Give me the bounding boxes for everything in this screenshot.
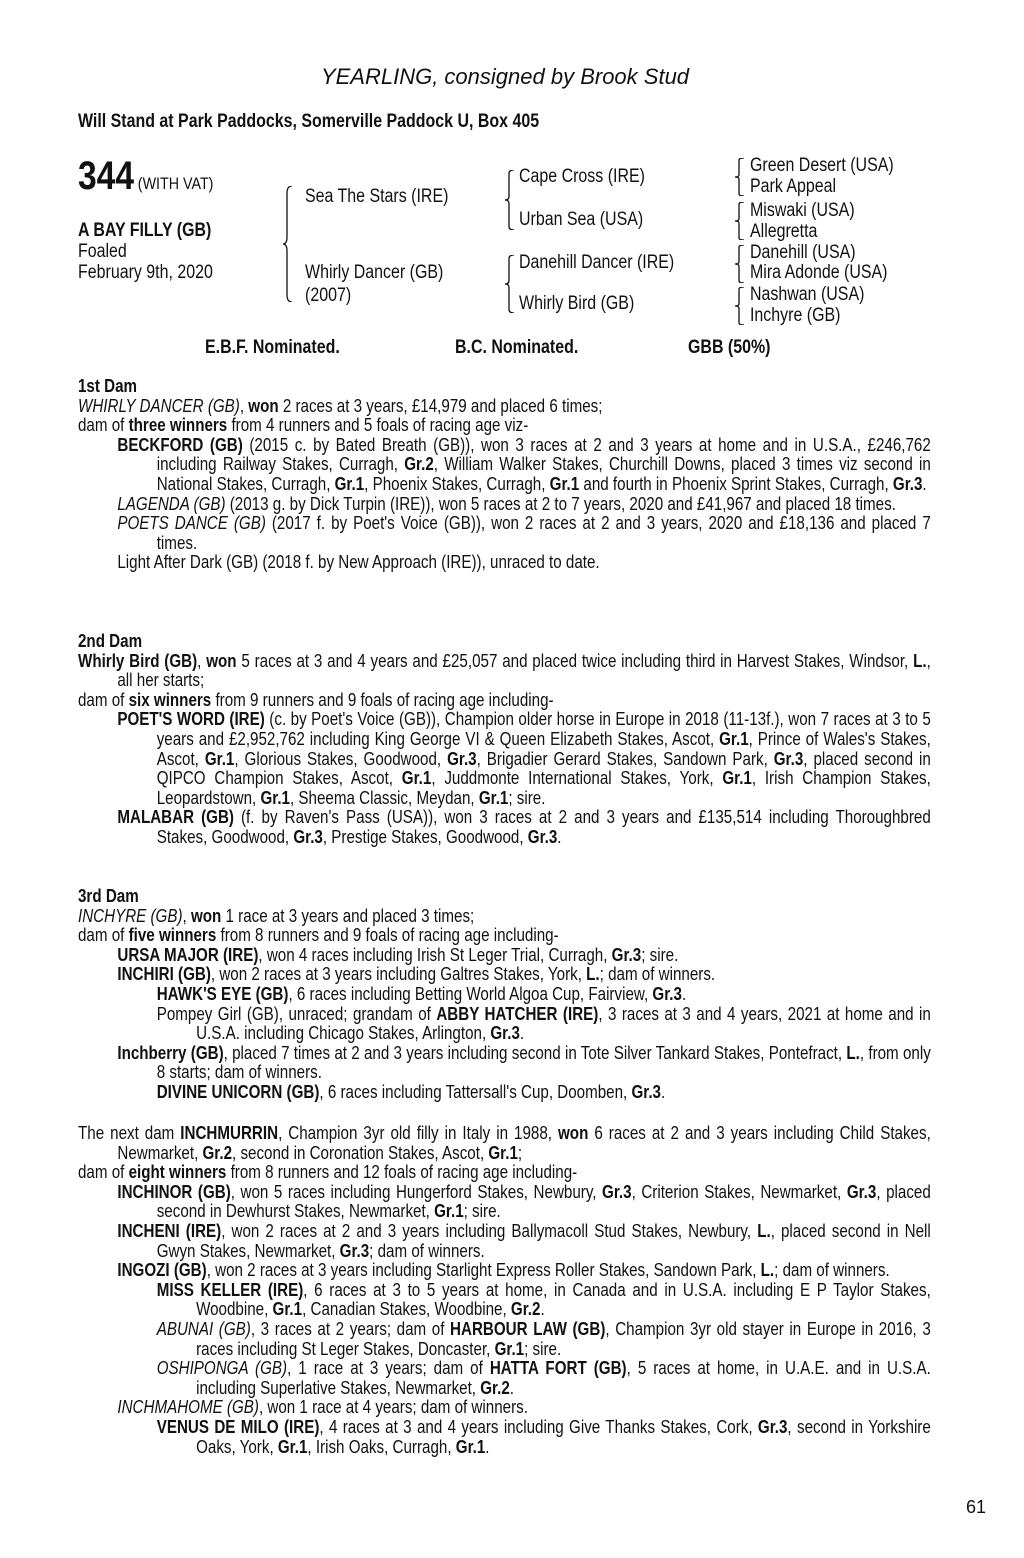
text: 6 races at 2 and 3 years including Child Stakes, Newmarket, xyxy=(117,1122,931,1163)
foaled-date-text: February 9th, 2020 xyxy=(78,262,213,283)
text: , Prestige Stakes, Goodwood, xyxy=(322,825,528,847)
progeny-entry xyxy=(78,945,931,965)
lot-number xyxy=(78,154,239,199)
progeny-entry xyxy=(78,1319,931,1358)
dam-summary xyxy=(78,906,931,926)
text: ; dam of winners. xyxy=(599,963,716,985)
great-grandparent-name: Park Appeal xyxy=(750,176,837,197)
progeny-entry xyxy=(78,1043,931,1082)
bold-text: HAWK'S EYE (GB) xyxy=(156,982,289,1004)
pedigree-brace xyxy=(735,158,745,196)
bold-text: L. xyxy=(760,1259,775,1281)
bold-text: L. xyxy=(757,1219,771,1241)
stand-location xyxy=(78,111,627,133)
italic-text: ABUNAI (GB) xyxy=(156,1317,251,1339)
second-dam-section xyxy=(78,631,931,847)
bold-text: won xyxy=(206,649,237,671)
pedigree-grandparent xyxy=(519,293,656,315)
page-number-text: 61 xyxy=(966,1497,987,1517)
text: , Glorious Stakes, Goodwood, xyxy=(234,747,448,769)
bold-text: L. xyxy=(846,1041,860,1063)
bold-text: Gr.3 xyxy=(846,1180,877,1202)
text: ; sire. xyxy=(463,1200,501,1222)
great-grandparent-name: Allegretta xyxy=(750,221,818,242)
great-grandparent-name: Mira Adonde (USA) xyxy=(750,262,888,283)
text: (2017 f. by Poet's Voice (GB)), won 2 races at 2 and 3 years, 2020 and £18,136 and placed 7 times. xyxy=(156,512,931,553)
text: The next dam xyxy=(78,1122,181,1143)
bold-text: Gr.3 xyxy=(293,825,323,847)
text: , 3 races at 2 years; dam of xyxy=(250,1317,451,1339)
dam-summary xyxy=(78,690,931,710)
bold-text: INCHMURRIN xyxy=(180,1122,279,1143)
bold-text: Gr.3 xyxy=(892,472,923,494)
pedigree-brace xyxy=(735,245,745,283)
bold-text: Gr.1 xyxy=(722,767,752,789)
text: dam of xyxy=(78,414,129,436)
bold-text: Gr.2 xyxy=(480,1376,510,1398)
sire-name: Sea The Stars (IRE) xyxy=(305,186,449,207)
pedigree-brace xyxy=(735,202,745,240)
foaled-label xyxy=(78,241,136,263)
text: ; sire. xyxy=(508,786,546,808)
text: dam of xyxy=(78,1161,129,1183)
progeny-entry xyxy=(78,807,931,846)
bold-text: Gr.3 xyxy=(490,1022,520,1044)
bold-text: POET'S WORD (IRE) xyxy=(117,708,265,730)
nomination-text: GBB (50%) xyxy=(688,337,771,358)
text: , second in Yorkshire Oaks, York, xyxy=(196,1415,931,1457)
text: , 1 race at 3 years; dam of xyxy=(287,1357,490,1379)
pedigree-great-grandparent xyxy=(750,155,921,177)
progeny-entry xyxy=(78,1260,931,1280)
text: 5 races at 3 and 4 years and £25,057 and placed twice including third in Harvest Stakes, Windsor, xyxy=(236,649,914,671)
italic-text: OSHIPONGA (GB) xyxy=(156,1357,288,1379)
text: , Champion 3yr old filly in Italy in 1988, xyxy=(278,1122,559,1143)
progeny-entry xyxy=(78,1397,931,1417)
text: , Sheema Classic, Meydan, xyxy=(289,786,479,808)
pedigree-dam-year xyxy=(305,285,360,307)
dam-summary xyxy=(78,1123,931,1162)
text: , William Walker Stakes, Churchill Downs, placed 3 times viz second in National Stakes, Curragh, xyxy=(156,453,931,494)
text: , 6 races at 3 to 5 years at home, in Canada and in U.S.A. including E P Taylor Stakes, Woodbine, xyxy=(196,1278,931,1320)
pedigree-sire xyxy=(305,186,476,208)
text: , 6 races including Betting World Algoa Cup, Fairview, xyxy=(288,982,653,1004)
text: , won 2 races at 2 and 3 years including Ballymacoll Stud Stakes, Newbury, xyxy=(221,1219,758,1241)
stand-location-text: Will Stand at Park Paddocks, Somerville Paddock U, Box 405 xyxy=(78,111,540,132)
bold-text: Gr.2 xyxy=(510,1298,541,1320)
pedigree-great-grandparent xyxy=(750,262,914,284)
page-number xyxy=(966,1497,986,1518)
grandparent-name: Cape Cross (IRE) xyxy=(519,166,645,187)
bold-text: L. xyxy=(586,963,600,985)
text: , second in Coronation Stakes, Ascot, xyxy=(232,1141,489,1163)
pedigree-brace xyxy=(735,287,745,325)
bold-text: INCHENI (IRE) xyxy=(117,1219,222,1241)
pedigree-great-grandparent xyxy=(750,284,886,306)
pedigree-grandparent xyxy=(519,252,704,274)
great-grandparent-name: Nashwan (USA) xyxy=(750,284,865,305)
text: ; xyxy=(517,1141,523,1163)
bold-text: Gr.1 xyxy=(272,1298,303,1320)
bold-text: six winners xyxy=(128,688,212,710)
bold-text: L. xyxy=(913,649,927,671)
progeny-entry xyxy=(78,1182,931,1221)
text: and fourth in Phoenix Sprint Stakes, Curragh, xyxy=(579,472,893,494)
lot-description xyxy=(78,220,237,242)
dam-year: (2007) xyxy=(305,285,352,306)
pedigree-dam xyxy=(305,262,470,284)
text: . xyxy=(519,1022,525,1044)
text: from 4 runners and 5 foals of racing age viz- xyxy=(227,414,529,436)
text: , Phoenix Stakes, Curragh, xyxy=(364,472,550,494)
bold-text: Gr.1 xyxy=(478,786,509,808)
text: , won 5 races including Hungerford Stakes, Newbury, xyxy=(230,1180,603,1202)
text: , from only 8 starts; dam of winners. xyxy=(156,1041,931,1083)
bold-text: Gr.1 xyxy=(488,1141,518,1163)
bold-text: URSA MAJOR (IRE) xyxy=(117,943,259,965)
bold-text: five winners xyxy=(128,924,217,946)
dam-summary xyxy=(78,1162,931,1182)
nomination-text: B.C. Nominated. xyxy=(455,337,579,358)
progeny-entry xyxy=(78,552,931,572)
text: from 8 runners and 12 foals of racing age including- xyxy=(226,1161,578,1183)
third-dam-section xyxy=(78,886,931,1102)
section-heading: 3rd Dam xyxy=(78,885,139,906)
pedigree-brace xyxy=(505,170,515,230)
bold-text: Gr.3 xyxy=(447,747,477,769)
italic-text: WHIRLY DANCER (GB) xyxy=(78,394,240,416)
text: (2015 c. by Bated Breath (GB)), won 3 races at 2 and 3 years at home and in U.S.A., £246,762 including Railway Stakes, Curragh, xyxy=(156,433,931,475)
text: . xyxy=(557,825,562,847)
text: . xyxy=(485,1435,490,1457)
text: , Canadian Stakes, Woodbine, xyxy=(302,1298,511,1320)
grandparent-name: Danehill Dancer (IRE) xyxy=(519,252,675,273)
foaled-label-text: Foaled xyxy=(78,241,127,262)
bold-text: VENUS DE MILO (IRE) xyxy=(156,1415,320,1437)
text: (f. by Raven's Pass (USA)), won 3 races at 2 and 3 years and £135,514 including Thoroughbred Stakes, Goodwood, xyxy=(156,806,931,847)
bold-text: won xyxy=(190,904,222,926)
italic-text: LAGENDA (GB) xyxy=(117,492,226,514)
text: , 5 races at home, in U.A.E. and in U.S.A. including Superlative Stakes, Newmarket, xyxy=(196,1357,931,1398)
bold-text: Gr.3 xyxy=(757,1415,788,1437)
text: Pompey Girl (GB), unraced; grandam of xyxy=(156,1002,437,1024)
bold-text: Gr.3 xyxy=(611,943,642,965)
bold-text: Gr.1 xyxy=(277,1435,308,1457)
bold-text: Inchberry (GB) xyxy=(117,1041,224,1063)
text: , won 2 races at 3 years including Starlight Express Roller Stakes, Sandown Park, xyxy=(206,1259,761,1281)
text: , xyxy=(197,649,207,671)
pedigree-great-grandparent xyxy=(750,221,830,243)
bold-text: Gr.1 xyxy=(434,1200,464,1222)
bold-text: INCHIRI (GB) xyxy=(117,963,211,985)
bold-text: INCHINOR (GB) xyxy=(117,1180,231,1202)
text: , Prince of Wales's Stakes, Ascot, xyxy=(156,727,931,769)
grandparent-name: Whirly Bird (GB) xyxy=(519,293,635,314)
text: , xyxy=(239,394,249,416)
bold-text: Gr.1 xyxy=(455,1435,486,1457)
lot-number-text: 344 xyxy=(78,154,135,198)
text: , Champion 3yr old stayer in Europe in 2016, 3 races including St Leger Stakes, Doncaster, xyxy=(196,1317,931,1359)
page-title xyxy=(0,64,1010,90)
progeny-entry xyxy=(78,1221,931,1260)
text: . xyxy=(660,1080,666,1102)
progeny-entry xyxy=(78,435,931,494)
nomination-bc xyxy=(455,337,602,359)
lot-description-text: A BAY FILLY (GB) xyxy=(78,220,212,241)
text: , placed second in Nell Gwyn Stakes, Newmarket, xyxy=(156,1219,931,1261)
text: . xyxy=(509,1376,514,1398)
text: . xyxy=(681,982,687,1004)
bold-text: MALABAR (GB) xyxy=(117,806,234,828)
text: , won 1 race at 4 years; dam of winners. xyxy=(258,1396,528,1418)
progeny-entry xyxy=(78,984,931,1004)
bold-text: Gr.1 xyxy=(401,767,432,789)
bold-text: Gr.2 xyxy=(202,1141,233,1163)
great-grandparent-name: Miswaki (USA) xyxy=(750,200,855,221)
first-dam-section xyxy=(78,376,931,572)
next-dam-section xyxy=(78,1123,931,1456)
italic-text: INCHYRE (GB) xyxy=(78,904,183,926)
progeny-entry xyxy=(78,494,931,514)
pedigree-great-grandparent xyxy=(750,176,852,198)
bold-text: DIVINE UNICORN (GB) xyxy=(156,1080,320,1102)
italic-text: POETS DANCE (GB) xyxy=(117,512,266,534)
text: ; sire. xyxy=(641,943,679,965)
bold-text: Gr.3 xyxy=(602,1180,632,1202)
great-grandparent-name: Green Desert (USA) xyxy=(750,155,894,176)
progeny-entry xyxy=(78,964,931,984)
text: , Juddmonte International Stakes, York, xyxy=(431,767,723,789)
bold-text: Gr.3 xyxy=(339,1239,370,1261)
bold-text: INGOZI (GB) xyxy=(117,1259,207,1281)
text: , placed second in QIPCO Champion Stakes, Ascot, xyxy=(156,747,931,789)
bold-text: Gr.1 xyxy=(260,786,290,808)
pedigree-grandparent xyxy=(519,209,667,231)
great-grandparent-name: Inchyre (GB) xyxy=(750,305,841,326)
text: , xyxy=(182,904,191,926)
bold-text: Gr.1 xyxy=(494,1337,525,1359)
great-grandparent-name: Danehill (USA) xyxy=(750,242,856,263)
text: . xyxy=(922,472,927,494)
text: , Brigadier Gerard Stakes, Sandown Park, xyxy=(476,747,774,769)
progeny-entry xyxy=(78,513,931,552)
bold-text: MISS KELLER (IRE) xyxy=(156,1278,304,1300)
bold-text: three winners xyxy=(128,414,228,436)
bold-text: eight winners xyxy=(128,1161,227,1183)
pedigree-great-grandparent xyxy=(750,242,876,264)
bold-text: Whirly Bird (GB) xyxy=(78,649,198,671)
section-heading: 2nd Dam xyxy=(78,630,143,651)
progeny-entry xyxy=(78,1358,931,1397)
progeny-entry xyxy=(78,1280,931,1319)
dam-summary xyxy=(78,651,931,690)
bold-text: ABBY HATCHER (IRE) xyxy=(436,1002,599,1024)
text: , 4 races at 3 and 4 years including Give Thanks Stakes, Cork, xyxy=(319,1415,758,1437)
bold-text: won xyxy=(248,394,279,416)
pedigree-great-grandparent xyxy=(750,305,858,327)
progeny-entry xyxy=(78,1004,931,1043)
nomination-gbb xyxy=(688,337,786,359)
bold-text: HATTA FORT (GB) xyxy=(489,1357,627,1379)
pedigree-grandparent xyxy=(519,166,669,188)
dam-summary xyxy=(78,415,931,435)
bold-text: Gr.1 xyxy=(549,472,580,494)
pedigree-great-grandparent xyxy=(750,200,875,222)
text: ; sire. xyxy=(524,1337,562,1359)
text: , won 4 races including Irish St Leger Trial, Curragh, xyxy=(258,943,612,965)
text: ; dam of winners. xyxy=(369,1239,485,1261)
bold-text: Gr.3 xyxy=(652,982,682,1004)
text: dam of xyxy=(78,924,129,946)
bold-text: Gr.1 xyxy=(334,472,365,494)
text: (c. by Poet's Voice (GB)), Champion older horse in Europe in 2018 (11-13f.), won 7 races at 3 to 5 years and £2,952,762 including King George VI & Queen Elizabeth Stakes, Ascot, xyxy=(156,708,931,749)
pedigree-brace xyxy=(283,186,293,302)
vat-label: (WITH VAT) xyxy=(137,174,214,193)
bold-text: Gr.3 xyxy=(773,747,804,769)
bold-text: Gr.3 xyxy=(631,1080,661,1102)
text: dam of xyxy=(78,688,129,710)
bold-text: HARBOUR LAW (GB) xyxy=(450,1317,606,1339)
nomination-ebf xyxy=(205,337,365,359)
text: , all her starts; xyxy=(117,649,931,691)
text: 1 race at 3 years and placed 3 times; xyxy=(221,904,475,926)
progeny-entry xyxy=(78,1082,931,1102)
bold-text: Gr.1 xyxy=(719,727,749,749)
text: , won 2 races at 3 years including Galtres Stakes, York, xyxy=(210,963,587,985)
text: (2013 g. by Dick Turpin (IRE)), won 5 races at 2 to 7 years, 2020 and £41,967 and placed 18 times. xyxy=(225,492,896,514)
text: 2 races at 3 years, £14,979 and placed 6 times; xyxy=(278,394,603,416)
bold-text: won xyxy=(558,1122,589,1143)
title-text: YEARLING, consigned by Brook Stud xyxy=(320,64,690,89)
text: , Criterion Stakes, Newmarket, xyxy=(631,1180,847,1202)
bold-text: Gr.3 xyxy=(527,825,558,847)
nomination-text: E.B.F. Nominated. xyxy=(205,337,340,358)
text: , Irish Oaks, Curragh, xyxy=(307,1435,456,1457)
pedigree-brace xyxy=(505,255,515,313)
text: Light After Dark (GB) (2018 f. by New Approach (IRE)), unraced to date. xyxy=(117,551,600,573)
text: , placed 7 times at 2 and 3 years including second in Tote Silver Tankard Stakes, Pontefract, xyxy=(223,1041,847,1063)
text: , Irish Champion Stakes, Leopardstown, xyxy=(156,767,931,808)
dam-summary xyxy=(78,396,931,416)
bold-text: Gr.2 xyxy=(404,453,434,475)
text: , 6 races including Tattersall's Cup, Doomben, xyxy=(319,1080,632,1102)
text: from 8 runners and 9 foals of racing age including- xyxy=(216,924,559,946)
bold-text: Gr.1 xyxy=(204,747,235,769)
section-heading: 1st Dam xyxy=(78,375,138,396)
progeny-entry xyxy=(78,709,931,807)
text: from 9 runners and 9 foals of racing age including- xyxy=(211,688,554,710)
text: . xyxy=(540,1298,545,1320)
text: , 3 races at 3 and 4 years, 2021 at home and in U.S.A. including Chicago Stakes, Arlington, xyxy=(196,1002,931,1044)
bold-text: BECKFORD (GB) xyxy=(117,433,243,455)
progeny-entry xyxy=(78,1417,931,1456)
italic-text: INCHMAHOME (GB) xyxy=(117,1396,259,1418)
dam-summary xyxy=(78,925,931,945)
dam-name: Whirly Dancer (GB) xyxy=(305,262,444,283)
text: , placed second in Dewhurst Stakes, Newmarket, xyxy=(156,1180,931,1222)
text: ; dam of winners. xyxy=(774,1259,890,1281)
foaled-date xyxy=(78,262,239,284)
grandparent-name: Urban Sea (USA) xyxy=(519,209,644,230)
